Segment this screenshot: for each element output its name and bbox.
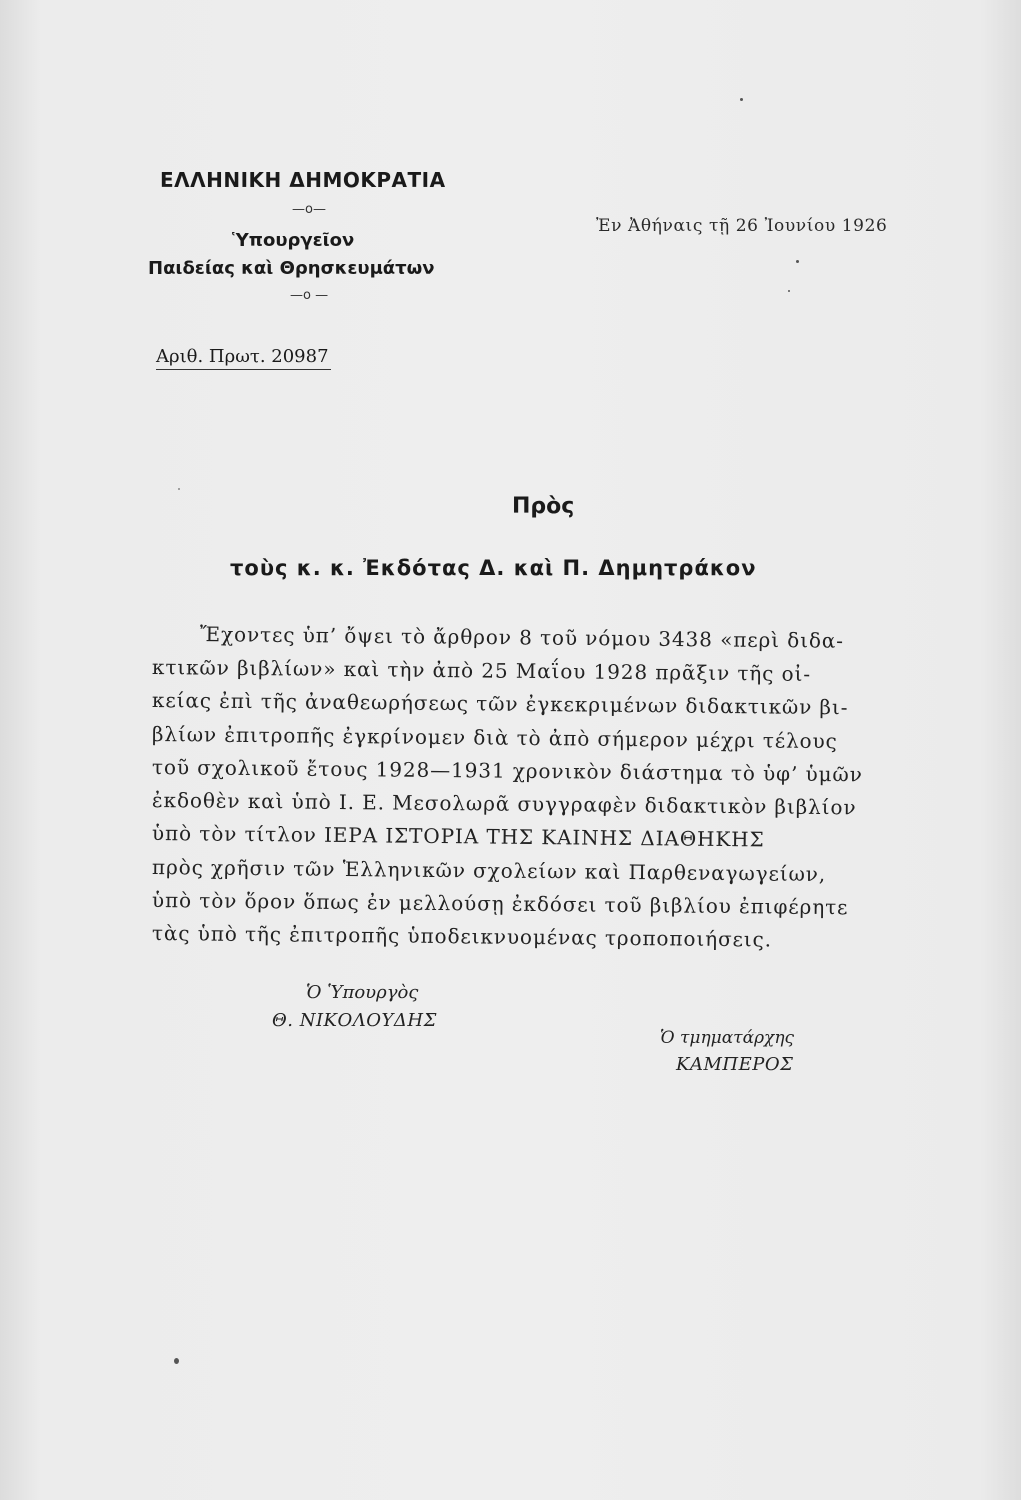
- republic-heading: ΕΛΛΗΝΙΚΗ ΔΗΜΟΚΡΑΤΙΑ: [160, 168, 446, 192]
- paper-speck: [796, 260, 799, 263]
- header-separator-top: —ο—: [292, 202, 326, 217]
- body-line: κτικῶν βιβλίων» καὶ τὴν ἀπὸ 25 Μαΐου 1928 πρᾶξιν τῆς οἰ-: [151, 655, 812, 686]
- header-separator-bottom: —ο —: [290, 288, 329, 303]
- salutation-to: Πρὸς: [512, 494, 575, 519]
- body-line: ὑπὸ τὸν τίτλον ΙΕΡΑ ΙΣΤΟΡΙΑ ΤΗΣ ΚΑΙΝΗΣ ΔΙΑΘΗΚΗΣ: [151, 821, 765, 852]
- body-line: πρὸς χρῆσιν τῶν Ἑλληνικῶν σχολείων καὶ Παρθεναγωγείων,: [151, 855, 827, 887]
- body-line: Ἔχοντες ὑπ’ ὄψει τὸ ἄρθρον 8 τοῦ νόμου 3438 «περὶ διδα-: [199, 622, 845, 653]
- department-head-title: Ὁ τμηματάρχης: [660, 1028, 795, 1048]
- paper-speck: [788, 290, 790, 292]
- protocol-number: Αριθ. Πρωτ. 20987: [156, 346, 331, 370]
- paper-speck: [178, 488, 180, 490]
- document-date: Ἐν Ἀθήναις τῇ 26 Ἰουνίου 1926: [596, 216, 888, 236]
- ministry-name-line1: Ὑπουργεῖον: [232, 230, 355, 251]
- body-line: βλίων ἐπιτροπῆς ἐγκρίνομεν διὰ τὸ ἀπὸ σήμερον μέχρι τέλους: [151, 722, 838, 754]
- body-line: τοῦ σχολικοῦ ἔτους 1928—1931 χρονικὸν διάστημα τὸ ὑφ’ ὑμῶν: [151, 755, 863, 787]
- paper-speck: [174, 1358, 179, 1364]
- body-line: κείας ἐπὶ τῆς ἀναθεωρήσεως τῶν ἐγκεκριμένων διδακτικῶν βι-: [151, 688, 849, 720]
- ministry-name-line2: Παιδείας καὶ Θρησκευμάτων: [148, 258, 435, 279]
- recipient-line: τοὺς κ. κ. Ἐκδότας Δ. καὶ Π. Δημητράκον: [230, 556, 757, 580]
- paper-speck: [740, 98, 743, 101]
- department-head-name: ΚΑΜΠΕΡΟΣ: [676, 1054, 794, 1075]
- body-line: ἐκδοθὲν καὶ ὑπὸ Ι. Ε. Μεσολωρᾶ συγγραφὲν διδακτικὸν βιβλίον: [151, 788, 857, 820]
- body-line: τὰς ὑπὸ τῆς ἐπιτροπῆς ὑποδεικνυομένας τροποποιήσεις.: [151, 921, 773, 952]
- body-line: ὑπὸ τὸν ὅρον ὅπως ἐν μελλούσῃ ἐκδόσει τοῦ βιβλίου ἐπιφέρητε: [151, 888, 849, 920]
- minister-name: Θ. ΝΙΚΟΛΟΥΔΗΣ: [272, 1010, 437, 1031]
- minister-title: Ὁ Ὑπουργὸς: [306, 982, 419, 1003]
